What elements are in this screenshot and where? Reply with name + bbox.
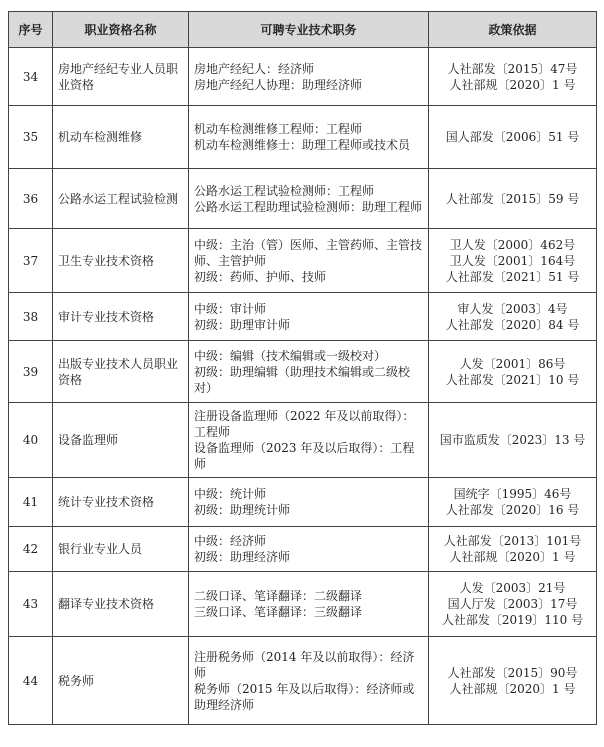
policy-line: 人社部规〔2020〕1 号: [449, 77, 576, 92]
header-policy: 政策依据: [429, 12, 597, 48]
qualification-table: [8, 11, 597, 725]
posts-cell: [189, 106, 429, 169]
qualification-name: 税务师: [53, 637, 189, 725]
policy-cell: [429, 341, 597, 403]
post-line: 注册设备监理师（2022 年及以前取得）：工程师: [194, 409, 415, 439]
post-line: 注册税务师（2014 年及以前取得）：经济师: [194, 649, 415, 680]
policy-line: 人社部发〔2015〕47号: [447, 61, 578, 76]
post-line: 税务师（2015 年及以后取得）：经济师或助理经济师: [194, 681, 415, 712]
row-number: 44: [9, 637, 53, 725]
table-row: [9, 637, 597, 725]
post-line: 初级：助理审计师: [194, 317, 291, 332]
post-line: 中级：主治（管）医师、主管药师、主管技师、主管护师: [194, 237, 423, 268]
policy-line: 人社部发〔2019〕110 号: [441, 613, 584, 627]
qualification-name: 机动车检测维修: [53, 106, 189, 169]
posts-cell: [189, 572, 429, 637]
qualification-name: 翻译专业技术资格: [53, 572, 189, 637]
policy-cell: [429, 293, 597, 341]
table-row: [9, 106, 597, 169]
post-line: 中级：审计师: [194, 301, 267, 316]
policy-line: 人社部发〔2015〕59 号: [445, 191, 580, 206]
policy-line: 卫人发〔2001〕164号: [449, 253, 576, 268]
table-row: [9, 341, 597, 403]
policy-cell: [429, 229, 597, 293]
post-line: 公路水运工程试验检测师：工程师: [194, 183, 375, 198]
table-row: [9, 293, 597, 341]
policy-line: 审人发〔2003〕4号: [457, 301, 568, 316]
policy-line: 人社部发〔2020〕84 号: [445, 317, 580, 332]
policy-line: 人社部发〔2021〕51 号: [445, 269, 580, 284]
row-number: 43: [9, 572, 53, 637]
post-line: 初级：助理编辑（助理技术编辑或二级校对）: [194, 364, 411, 395]
policy-line: 人发〔2003〕21号: [459, 581, 566, 595]
table-row: [9, 48, 597, 106]
post-line: 设备监理师（2023 年及以后取得）：工程师: [194, 441, 415, 471]
table-row: [9, 527, 597, 572]
post-line: 二级口译、笔译翻译：二级翻译: [194, 589, 363, 603]
policy-line: 国统字〔1995〕46号: [453, 487, 572, 501]
row-number: 34: [9, 48, 53, 106]
policy-line: 人社部规〔2020〕1 号: [449, 681, 576, 696]
post-line: 三级口译、笔译翻译：三级翻译: [194, 605, 363, 619]
policy-cell: [429, 169, 597, 229]
row-number: 40: [9, 403, 53, 478]
policy-line: 国人部发〔2006〕51 号: [445, 130, 580, 144]
policy-line: 人社部发〔2021〕10 号: [445, 372, 580, 387]
row-number: 36: [9, 169, 53, 229]
qualification-name: 银行业专业人员: [53, 527, 189, 572]
post-line: 中级：统计师: [194, 487, 267, 501]
table-row: [9, 478, 597, 527]
policy-cell: [429, 478, 597, 527]
row-number: 35: [9, 106, 53, 169]
post-line: 初级：药师、护师、技师: [194, 269, 327, 284]
policy-line: 人社部发〔2013〕101号: [443, 534, 582, 548]
policy-cell: [429, 637, 597, 725]
qualification-name: 卫生专业技术资格: [53, 229, 189, 293]
post-line: 中级：经济师: [194, 534, 267, 548]
policy-line: 卫人发〔2000〕462号: [449, 237, 576, 252]
post-line: 中级：编辑（技术编辑或一级校对）: [194, 348, 387, 363]
table-header-row: [9, 12, 597, 48]
row-number: 41: [9, 478, 53, 527]
policy-line: 国人厅发〔2003〕17号: [447, 597, 578, 611]
table-row: [9, 403, 597, 478]
posts-cell: [189, 293, 429, 341]
header-name: 职业资格名称: [53, 12, 189, 48]
row-number: 38: [9, 293, 53, 341]
qualification-name: 统计专业技术资格: [53, 478, 189, 527]
policy-cell: [429, 572, 597, 637]
post-line: 房地产经纪人：经济师: [194, 61, 315, 76]
post-line: 机动车检测维修士：助理工程师或技术员: [194, 138, 411, 152]
qualification-name: 审计专业技术资格: [53, 293, 189, 341]
policy-cell: [429, 403, 597, 478]
posts-cell: [189, 403, 429, 478]
policy-cell: [429, 48, 597, 106]
posts-cell: [189, 341, 429, 403]
table-row: [9, 169, 597, 229]
posts-cell: [189, 48, 429, 106]
policy-cell: [429, 106, 597, 169]
table-row: [9, 229, 597, 293]
policy-cell: [429, 527, 597, 572]
policy-line: 人社部规〔2020〕1 号: [449, 550, 576, 564]
policy-line: 人社部发〔2015〕90号: [447, 665, 578, 680]
posts-cell: [189, 527, 429, 572]
post-line: 机动车检测维修工程师：工程师: [194, 122, 363, 136]
table-body: [9, 48, 597, 725]
qualification-name: 设备监理师: [53, 403, 189, 478]
post-line: 房地产经纪人协理：助理经济师: [194, 77, 363, 92]
policy-line: 人社部发〔2020〕16 号: [445, 503, 580, 517]
header-no: 序号: [9, 12, 53, 48]
posts-cell: [189, 229, 429, 293]
qualification-name: 房地产经纪专业人员职业资格: [53, 48, 189, 106]
posts-cell: [189, 478, 429, 527]
row-number: 37: [9, 229, 53, 293]
policy-line: 人发〔2001〕86号: [459, 356, 566, 371]
row-number: 39: [9, 341, 53, 403]
posts-cell: [189, 637, 429, 725]
table-row: [9, 572, 597, 637]
post-line: 初级：助理经济师: [194, 550, 291, 564]
header-posts: 可聘专业技术职务: [189, 12, 429, 48]
policy-line: 国市监质发〔2023〕13 号: [439, 433, 586, 447]
posts-cell: [189, 169, 429, 229]
post-line: 公路水运工程助理试验检测师：助理工程师: [194, 199, 423, 214]
qualification-name: 出版专业技术人员职业资格: [53, 341, 189, 403]
post-line: 初级：助理统计师: [194, 503, 291, 517]
row-number: 42: [9, 527, 53, 572]
qualification-name: 公路水运工程试验检测: [53, 169, 189, 229]
